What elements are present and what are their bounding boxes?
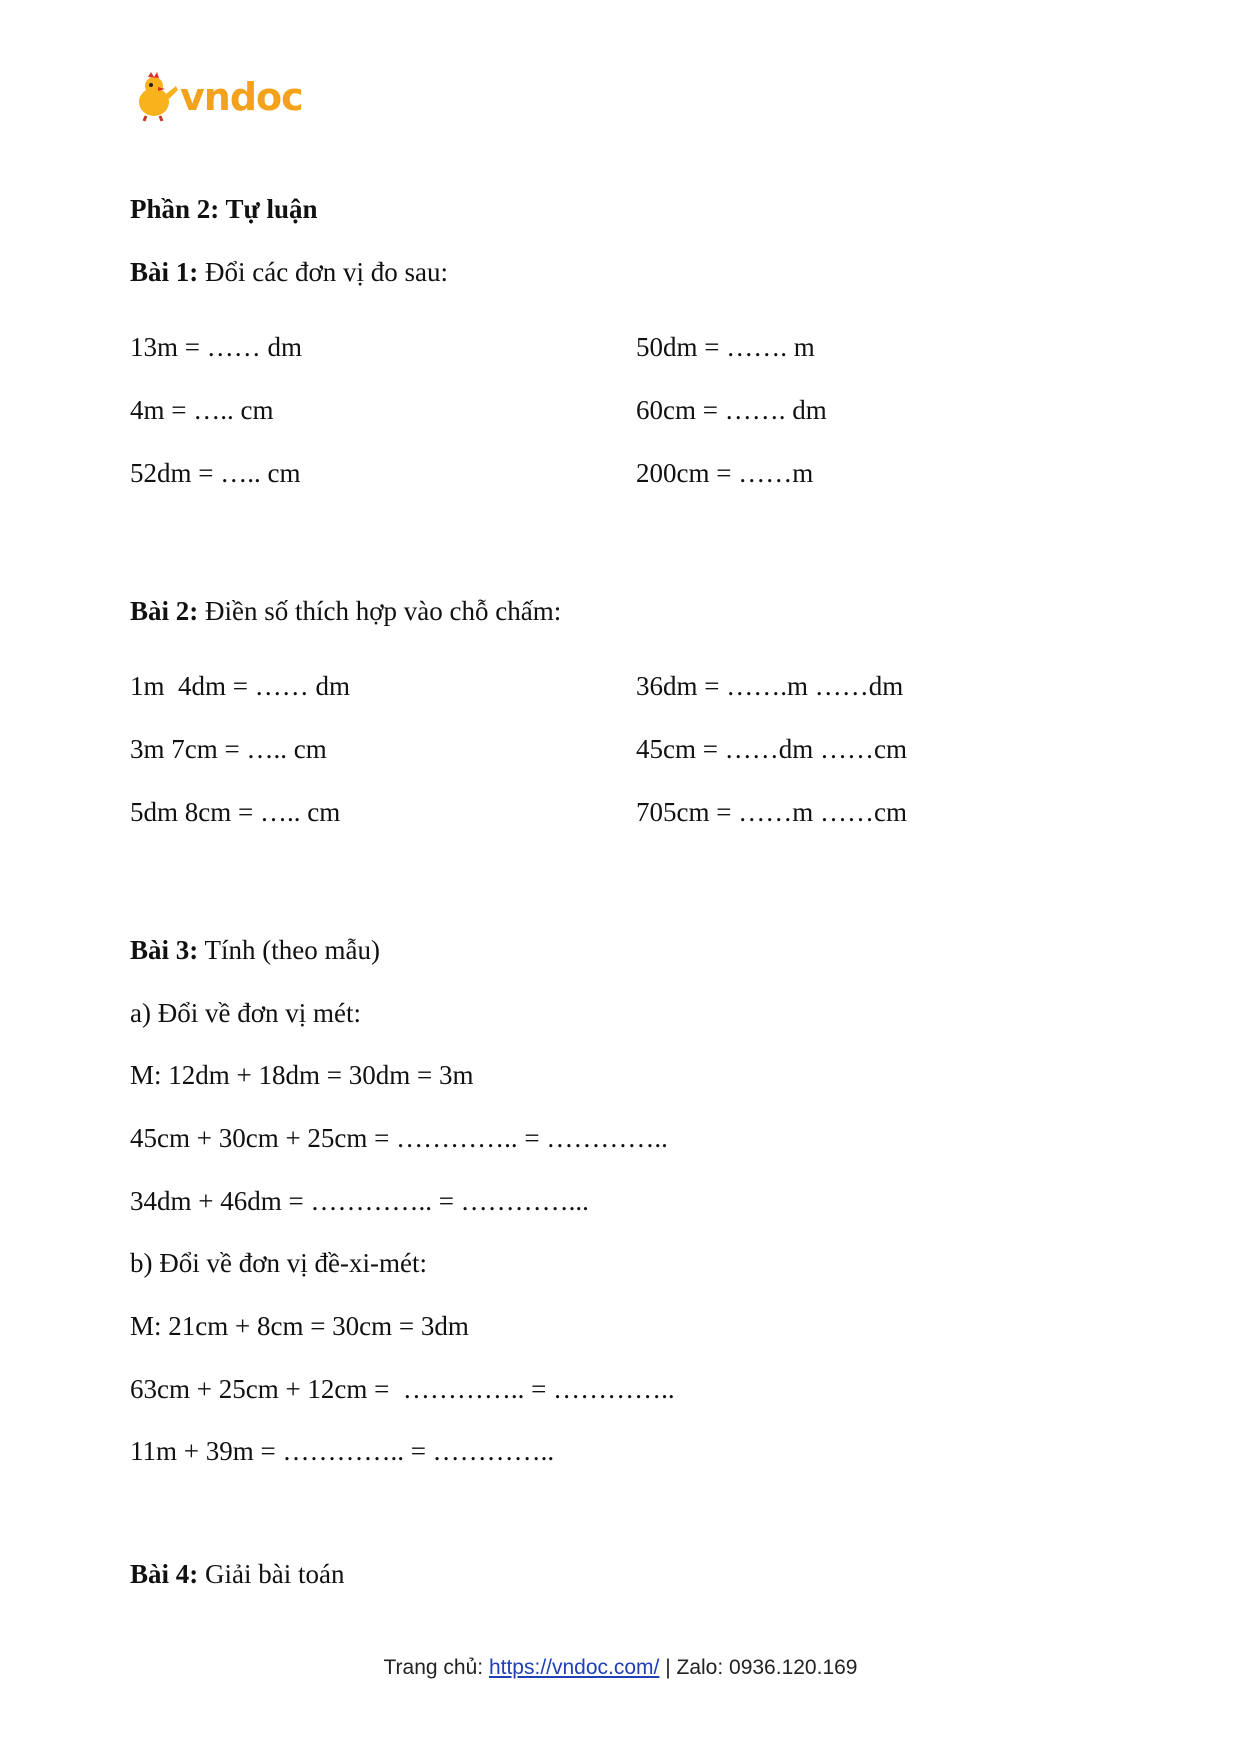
bai2-left-3: 5dm 8cm = ….. cm xyxy=(130,797,341,827)
bai1-right-3: 200cm = ……m xyxy=(636,458,814,488)
bai2-right-1: 36dm = …….m ……dm xyxy=(636,671,904,701)
bai2-right-2: 45cm = ……dm ……cm xyxy=(636,734,907,764)
bai1-left-1: 13m = …… dm xyxy=(130,332,302,362)
bai2-heading: Bài 2: Điền số thích hợp vào chỗ chấm: xyxy=(130,596,562,626)
bai2-right-3: 705cm = ……m ……cm xyxy=(636,797,907,827)
bai1-heading: Bài 1: Đổi các đơn vị đo sau: xyxy=(130,257,448,287)
bai3-line: M: 12dm + 18dm = 30dm = 3m xyxy=(130,1060,474,1090)
bai1-left-2: 4m = ….. cm xyxy=(130,395,274,425)
bai3-line: b) Đổi về đơn vị đề-xi-mét: xyxy=(130,1248,427,1278)
bai3-heading: Bài 3: Tính (theo mẫu) xyxy=(130,935,380,965)
bai3-line: M: 21cm + 8cm = 30cm = 3dm xyxy=(130,1311,469,1341)
bai3-line: a) Đổi về đơn vị mét: xyxy=(130,998,361,1028)
bai1-left-3: 52dm = ….. cm xyxy=(130,458,301,488)
footer-suffix: | Zalo: 0936.120.169 xyxy=(659,1656,858,1679)
bai1-right-2: 60cm = ……. dm xyxy=(636,395,827,425)
footer-prefix: Trang chủ: xyxy=(383,1656,489,1679)
bai3-line: 63cm + 25cm + 12cm = ………….. = ………….. xyxy=(130,1374,675,1404)
bai3-line: 11m + 39m = ………….. = ………….. xyxy=(130,1436,555,1466)
bai2-left-2: 3m 7cm = ….. cm xyxy=(130,734,327,764)
homepage-link[interactable]: https://vndoc.com/ xyxy=(488,1656,660,1679)
bai3-line: 45cm + 30cm + 25cm = ………….. = ………….. xyxy=(130,1123,668,1153)
bai2-left-1: 1m 4dm = …… dm xyxy=(130,671,350,701)
bai4-heading: Bài 4: Giải bài toán xyxy=(130,1559,345,1589)
chick-mascot-icon xyxy=(132,72,182,122)
bai3-line: 34dm + 46dm = ………….. = …………... xyxy=(130,1186,589,1216)
logo-wordmark: vndoc xyxy=(180,75,303,119)
section-title: Phần 2: Tự luận xyxy=(130,194,318,224)
bai1-right-1: 50dm = ……. m xyxy=(636,332,815,362)
page-footer xyxy=(0,1656,1241,1680)
vndoc-logo[interactable] xyxy=(132,72,322,122)
